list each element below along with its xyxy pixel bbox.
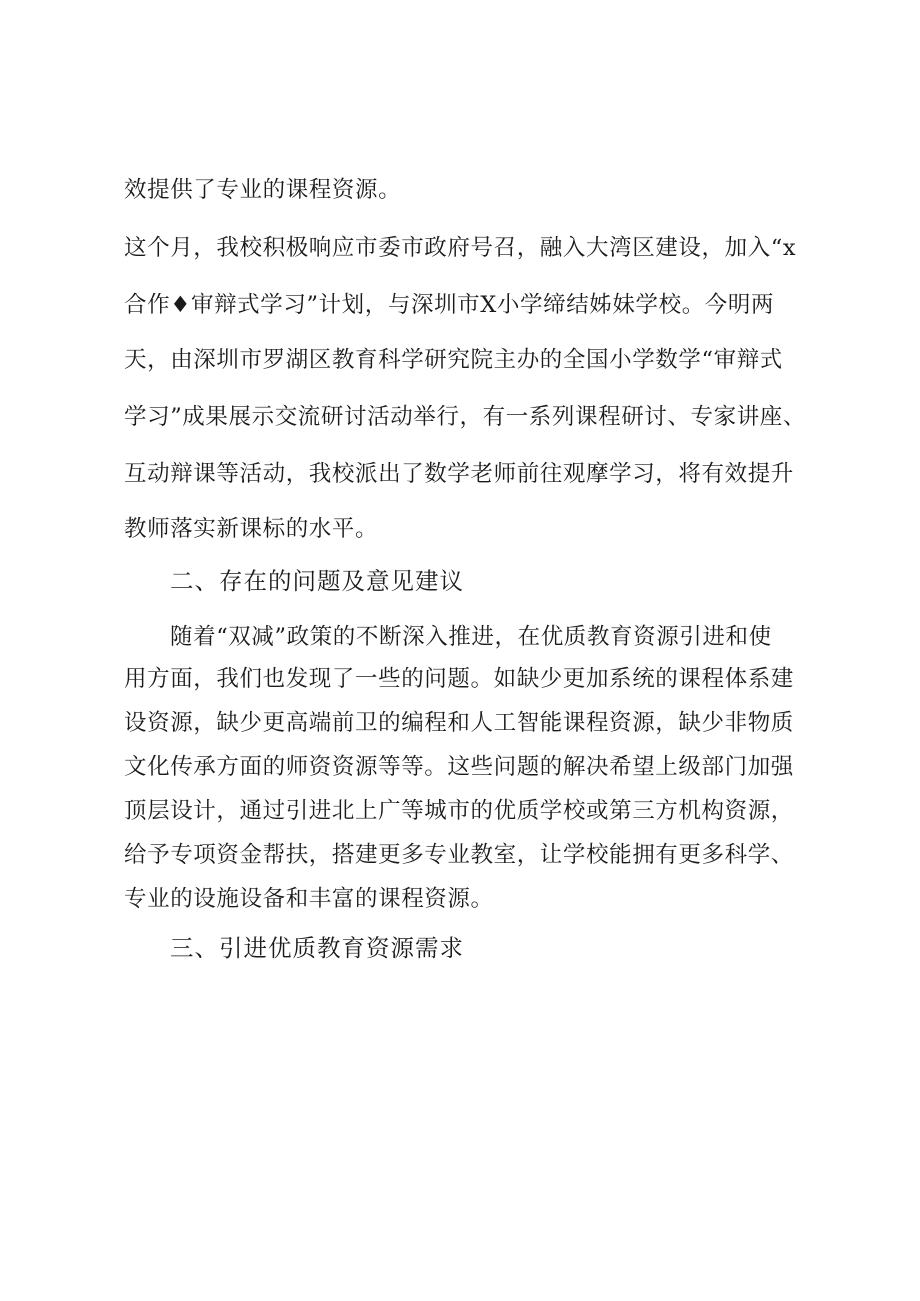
paragraph-line: 教师落实新课标的水平。 [124,516,379,542]
section-heading: 二、存在的问题及意见建议 [170,567,464,595]
paragraph-line: 合作♦审辩式学习”计划，与深圳市X小学缔结姊妹学校。今明两 [124,292,775,318]
paragraph-line: 设资源，缺少更高端前卫的编程和人工智能课程资源，缺少非物质 [124,710,794,736]
paragraph-line: 用方面，我们也发现了一些的问题。如缺少更加系统的课程体系建 [124,666,794,692]
paragraph-line: 学习”成果展示交流研讨活动举行，有一系列课程研讨、专家讲座、 [124,404,807,430]
paragraph-line: 随着“双减”政策的不断深入推进，在优质教育资源引进和使 [170,624,772,650]
paragraph-line: 给予专项资金帮扶，搭建更多专业教室，让学校能拥有更多科学、 [124,842,794,868]
paragraph-line: 互动辩课等活动，我校派出了数学老师前往观摩学习，将有效提升 [124,461,794,487]
paragraph-line: 专业的设施设备和丰富的课程资源。 [124,886,494,912]
paragraph-line: 这个月，我校积极响应市委市政府号召，融入大湾区建设，加入“x [124,235,797,261]
paragraph-line: 效提供了专业的课程资源。 [124,177,402,203]
paragraph-line: 文化传承方面的师资资源等等。这些问题的解决希望上级部门加强 [124,754,794,780]
paragraph-line: 天，由深圳市罗湖区教育科学研究院主办的全国小学数学“审辩式 [124,347,783,373]
section-heading: 三、引进优质教育资源需求 [170,934,464,962]
paragraph-line: 顶层设计，通过引进北上广等城市的优质学校或第三方机构资源， [124,798,794,824]
